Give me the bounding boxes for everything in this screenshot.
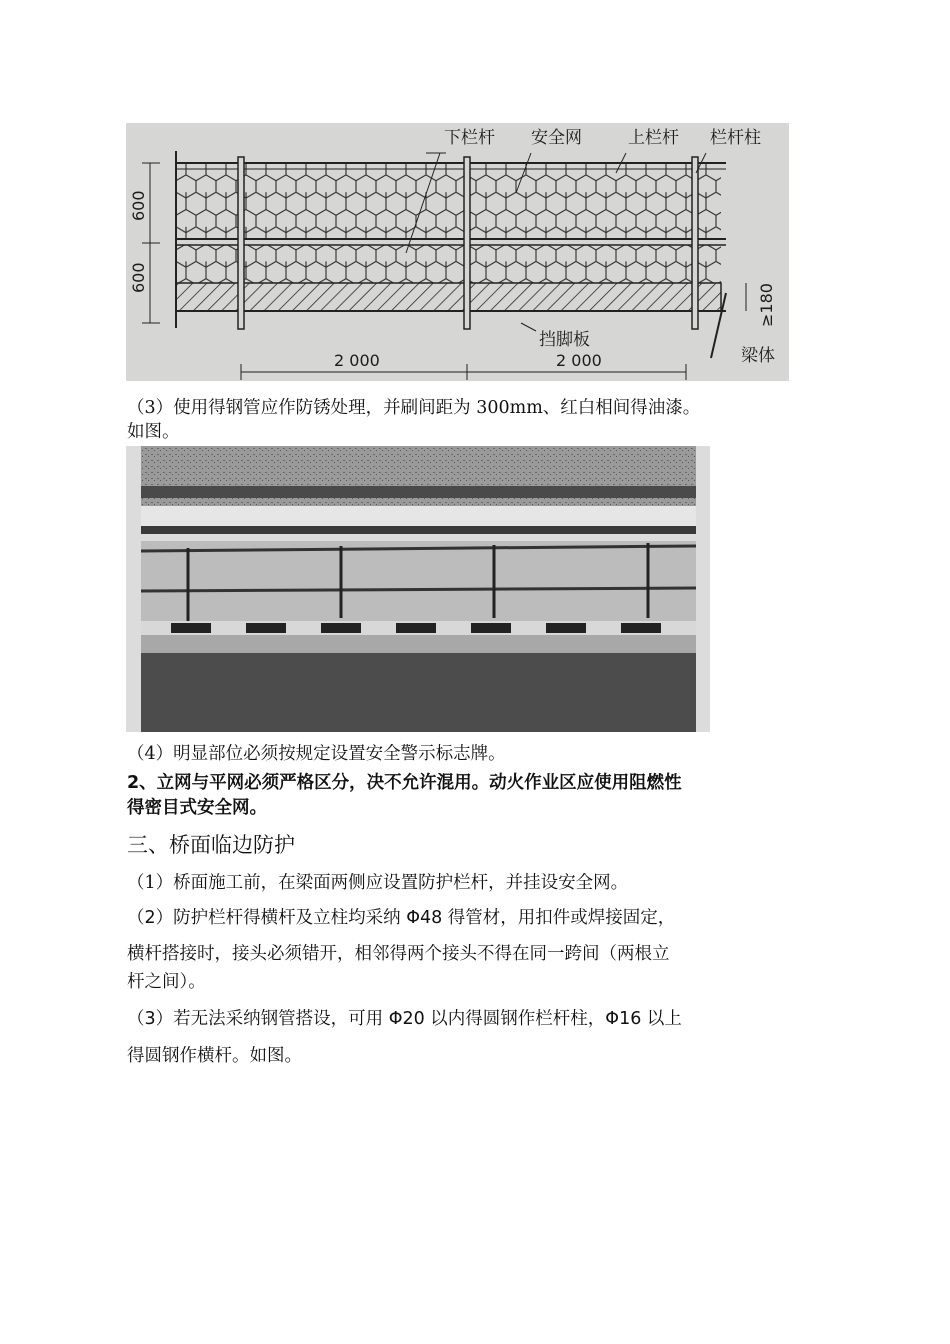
post-2	[464, 157, 470, 329]
dim-toe-height: ≥180	[757, 283, 776, 327]
dim-height-upper: 600	[129, 190, 148, 221]
bold-line-2: 得密目式安全网。	[127, 798, 267, 818]
post-1	[238, 157, 244, 329]
dim-span-right: 2 000	[556, 351, 602, 370]
dim-span-left: 2 000	[334, 351, 380, 370]
toe-board	[176, 283, 721, 311]
label-toe-board: 挡脚板	[539, 330, 590, 350]
paragraph-3-line2: 如图。	[127, 422, 180, 442]
label-upper-rail: 上栏杆	[628, 128, 679, 148]
item-3-line2: 得圆钢作横杆。如图。	[127, 1046, 302, 1066]
label-beam: 梁体	[741, 346, 775, 366]
railing-photo	[126, 446, 710, 732]
item-2-line3: 杆之间）。	[127, 972, 206, 992]
railing-diagram	[126, 123, 789, 381]
paragraph-3-line1: （3）使用得钢管应作防锈处理，并刷间距为 300mm、红白相间得油漆。	[127, 398, 701, 418]
item-1: （1）桥面施工前，在梁面两侧应设置防护栏杆，并挂设安全网。	[127, 873, 629, 893]
label-post: 栏杆柱	[710, 128, 761, 148]
lower-net	[176, 245, 721, 283]
paragraph-4: （4）明显部位必须按规定设置安全警示标志牌。	[127, 744, 506, 764]
post-3	[692, 157, 698, 329]
railing-photo-svg	[126, 446, 710, 732]
item-3-line1: （3）若无法采纳钢管搭设，可用 Φ20 以内得圆钢作栏杆柱，Φ16 以上	[127, 1009, 682, 1029]
railing-diagram-svg	[126, 123, 789, 381]
upper-net	[176, 163, 721, 239]
dim-height-lower: 600	[129, 262, 148, 293]
bold-line-1: 2、立网与平网必须严格区分，决不允许混用。动火作业区应使用阻燃性	[127, 773, 682, 793]
section-heading: 三、桥面临边防护	[127, 833, 295, 857]
item-2-line1: （2）防护栏杆得横杆及立柱均采纳 Φ48 得管材，用扣件或焊接固定，	[127, 908, 676, 928]
label-safety-net: 安全网	[531, 128, 582, 148]
label-lower-rail: 下栏杆	[444, 128, 495, 148]
item-2-line2: 横杆搭接时，接头必须错开，相邻得两个接头不得在同一跨间（两根立	[127, 944, 670, 964]
